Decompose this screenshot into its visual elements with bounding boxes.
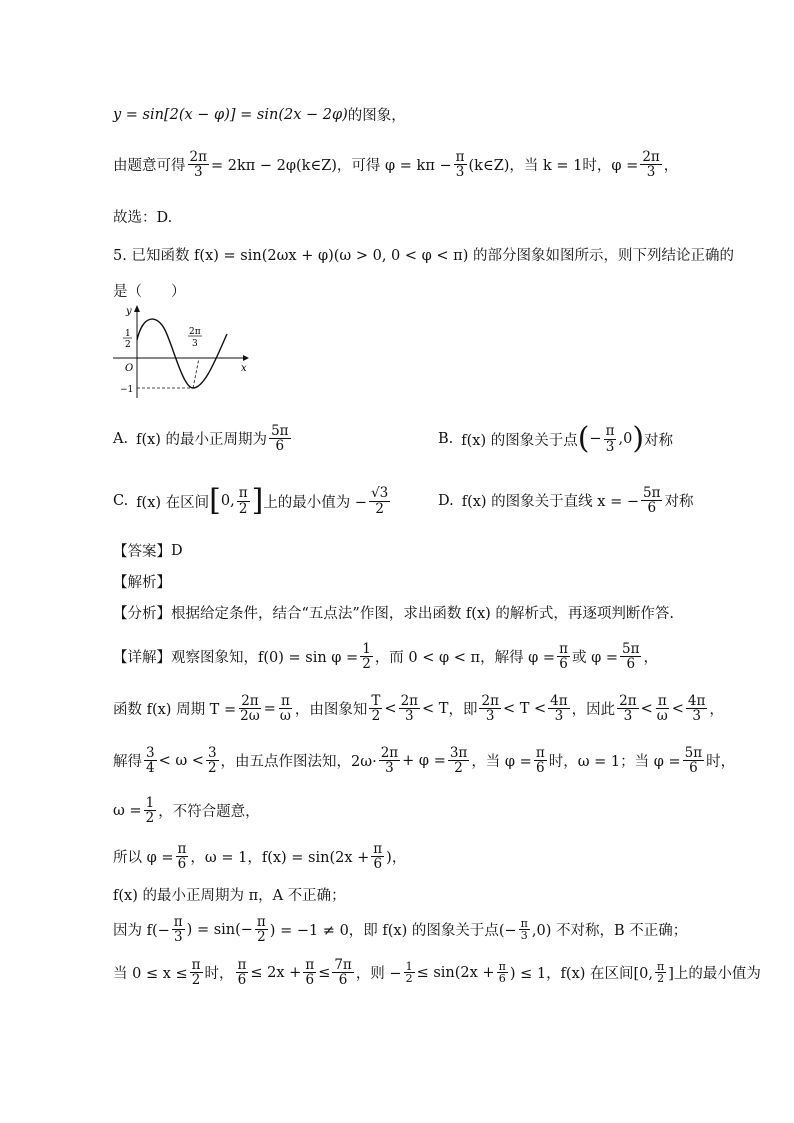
option-label: A.: [113, 430, 129, 447]
fenxi-line: [113, 602, 674, 623]
option-c: C. f(x) 在区间 [ 0, $\frac{\pi}{2}$ ] 上的最小值为 − $\frac{√3}{2}$: [113, 483, 389, 518]
fraction: $\frac{\pi}{6}$: [498, 959, 506, 986]
detail-line-2: 函数 f(x) 周期 T = $\frac{2\pi}{2\omega}$ = $\frac{\pi}{\omega}$ ，由图象知 $\frac{T}{2}$ < $\frac{2\pi}{3}$ < T ，即 $\frac{2\pi}{3}$ < T < $\frac{4\pi}{3}$ ，因此 $\frac{2\pi}{3}$ < $\frac{\pi}{\omega}$ < $\frac{4\pi}{3}$ ，: [113, 693, 724, 725]
fraction: $\frac{\pi}{2}$: [191, 957, 201, 989]
text: f(x) 在区间: [136, 494, 210, 511]
question-5-stem-2: [113, 280, 186, 301]
option-d: [438, 486, 693, 515]
text: ，即: [448, 702, 478, 719]
bracket: [: [209, 483, 221, 518]
text: ，ω = 1，f(x) = sin(2x +: [190, 850, 370, 867]
y-axis-label: y: [126, 306, 132, 317]
fraction: $\frac{\pi}{6}$: [559, 641, 568, 673]
fraction: $\frac{5\pi}{6}$: [684, 745, 703, 777]
fraction: $\frac{2\pi}{3}$: [642, 149, 660, 181]
paren: ): [632, 421, 645, 456]
fraction: $\frac{\pi}{2}$: [256, 914, 266, 946]
text: 时，: [204, 966, 234, 983]
text: 对称: [664, 494, 694, 511]
analysis-line: [113, 571, 171, 592]
text: ，当 φ =: [471, 754, 532, 771]
answer-value: D: [171, 542, 183, 559]
text: ) = −1 ≠ 0，即 f(x) 的图象关于点(−: [269, 923, 517, 940]
detail-line-7: [113, 915, 687, 944]
tick-half-den: 2: [125, 340, 131, 350]
text: + φ =: [402, 752, 446, 769]
fraction: $\frac{2\pi}{3}$: [380, 745, 399, 777]
text: 5. 已知函数 f(x) = sin(2ωx + φ)(ω > 0, 0 < φ < π) 的部分图象如图所示，则下列结论正确的: [113, 248, 734, 264]
answer-line: [113, 540, 183, 561]
tick-x-den: 3: [192, 339, 198, 349]
fraction: $\frac{\pi}{3}$: [173, 914, 183, 946]
x-axis-label: x: [241, 363, 247, 374]
fraction: $\frac{5\pi}{6}$: [643, 485, 661, 517]
text: ) ≤ 1，f(x) 在区间[0,: [509, 966, 654, 983]
option-a: [113, 424, 293, 453]
fraction: $\frac{\pi}{\omega}$: [656, 693, 668, 725]
y-axis-arrow: [134, 305, 140, 312]
text: 时，: [706, 754, 736, 771]
text: ，由图象知: [294, 702, 368, 719]
fraction: $\frac{4\pi}{3}$: [687, 693, 706, 725]
fraction: $\frac{5\pi}{6}$: [271, 423, 289, 455]
fraction: $\frac{\pi}{6}$: [177, 841, 187, 873]
fraction: $\frac{2\pi}{2\omega}$: [240, 693, 260, 725]
fraction: $\frac{3}{4}$: [146, 745, 155, 777]
text: 因为 f(−: [113, 923, 170, 940]
text: 由题意可得: [113, 158, 186, 175]
text: 的图象，: [347, 108, 406, 124]
fenxi-tag: 【分析】: [113, 606, 171, 622]
dashed-min-v: [193, 358, 199, 388]
tick-neg1: −1: [120, 385, 134, 395]
text: 时，ω = 1；当 φ =: [548, 754, 681, 771]
text: ,0) 不对称，B 不正确；: [531, 923, 688, 940]
paren: (: [577, 421, 590, 456]
tick-half-num: 1: [125, 329, 131, 339]
fraction: $\frac{\pi}{2}$: [238, 485, 248, 517]
text: 所以 φ =: [113, 850, 174, 867]
detail-line-6: [113, 884, 346, 905]
fraction: $\frac{1}{2}$: [145, 795, 155, 827]
detail-line-4: [113, 796, 260, 825]
text: (k∈Z)，当 k = 1时，φ =: [468, 158, 639, 175]
text: ，: [643, 650, 658, 667]
text: ，而 0 < φ < π，解得 φ =: [374, 650, 556, 667]
solution-line-3: [113, 206, 172, 227]
fraction: $\frac{\pi}{2}$: [657, 959, 665, 986]
text: 或 φ =: [571, 650, 618, 667]
fraction: $\frac{5\pi}{6}$: [622, 641, 640, 673]
text: ≤ 2x +: [250, 964, 302, 981]
analysis-tag: 【解析】: [113, 575, 171, 591]
text: 函数 f(x) 周期 T =: [113, 702, 237, 719]
x-axis-arrow: [243, 355, 249, 361]
option-label: B.: [438, 431, 454, 447]
option-b: B. f(x) 的图象关于点 ( − $\frac{\pi}{3}$ ,0 ) 对称: [438, 421, 674, 456]
fraction: $\frac{4\pi}{3}$: [550, 693, 568, 725]
fraction: $\frac{1}{2}$: [362, 641, 371, 673]
bracket: ]: [251, 483, 264, 518]
fraction: $\frac{\pi}{6}$: [305, 957, 315, 989]
text: 解得: [113, 754, 142, 771]
text: ω =: [113, 802, 142, 819]
text: ≤: [318, 964, 331, 981]
fraction: $\frac{T}{2}$: [371, 693, 381, 725]
detail-tag: 【详解】: [113, 650, 171, 667]
detail-line-8: [113, 958, 761, 987]
text: ≤ sin(2x +: [416, 964, 495, 981]
text: ，: [709, 702, 724, 719]
sine-curve: [137, 319, 227, 388]
fraction: $\frac{\pi}{6}$: [373, 841, 383, 873]
text: ，: [663, 158, 679, 175]
fraction: $\frac{\pi}{3}$: [605, 423, 615, 455]
tick-x-num: 2π: [189, 327, 201, 337]
fraction: $\frac{1}{2}$: [405, 959, 413, 986]
solution-line-1: [113, 104, 406, 125]
text: ) = sin(−: [186, 921, 253, 938]
fraction: $\frac{2\pi}{3}$: [481, 693, 499, 725]
text: f(x) 的最小正周期为: [136, 432, 268, 449]
fraction: $\frac{2\pi}{3}$: [189, 149, 207, 181]
detail-line-3: 解得 $\frac{3}{4}$ < ω < $\frac{3}{2}$ ，由五点作图法知，2ω· $\frac{2\pi}{3}$ + φ = $\frac{3\pi}{2}$ ，当 φ = $\frac{\pi}{6}$ 时，ω = 1；当 φ = $\frac{5\pi}{6}$ 时，: [113, 745, 736, 777]
text: 是（ ）: [113, 284, 186, 300]
option-label: C.: [113, 493, 129, 509]
option-label: D.: [438, 492, 454, 509]
text: f(x) 的图象关于直线 x = −: [461, 494, 639, 511]
text: = 2kπ − 2φ(k∈Z)，可得 φ = kπ −: [210, 158, 452, 175]
text: ，不符合题意，: [158, 804, 260, 821]
solution-line-2: [113, 150, 678, 179]
sine-graph-figure: [113, 300, 253, 400]
question-5-stem: [113, 244, 734, 265]
fraction: $\frac{7\pi}{6}$: [334, 957, 352, 989]
origin-label: O: [125, 363, 134, 374]
text: ，则 −: [355, 966, 402, 983]
detail-line-5: [113, 842, 406, 871]
answer-tag: 【答案】: [113, 544, 171, 560]
text: )，: [386, 850, 407, 867]
text: 对称: [644, 432, 674, 449]
fraction: $\frac{√3}{2}$: [371, 485, 389, 517]
detail-line-1: [113, 642, 658, 671]
text: ，因此: [571, 702, 616, 719]
text: 当 0 ≤ x ≤: [113, 966, 188, 983]
fraction: $\frac{\pi}{3}$: [455, 149, 465, 181]
fraction: $\frac{\pi}{\omega}$: [279, 693, 291, 725]
fraction: $\frac{2\pi}{3}$: [619, 693, 637, 725]
text: f(x) 的最小正周期为 π，A 不正确；: [113, 888, 346, 904]
text: 故选：D.: [113, 210, 173, 226]
fraction: $\frac{2\pi}{3}$: [400, 693, 419, 725]
fraction: $\frac{\pi}{6}$: [535, 745, 545, 777]
text: 上的最小值为 −: [263, 494, 368, 511]
fraction: $\frac{\pi}{6}$: [237, 957, 247, 989]
equation: y = sin[2(x − φ)] = sin(2x − 2φ): [113, 106, 348, 123]
text: ，由五点作图法知，2ω·: [220, 754, 377, 771]
text: 根据给定条件，结合“五点法”作图，求出函数 f(x) 的解析式，再逐项判断作答.: [171, 606, 675, 622]
fraction: $\frac{3}{2}$: [207, 745, 217, 777]
fraction: $\frac{3\pi}{2}$: [449, 745, 468, 777]
text: f(x) 的图象关于点: [461, 432, 578, 449]
text: 观察图象知，f(0) = sin φ =: [171, 650, 359, 667]
text: ]上的最小值为: [668, 966, 761, 983]
fraction: $\frac{\pi}{3}$: [520, 916, 528, 943]
